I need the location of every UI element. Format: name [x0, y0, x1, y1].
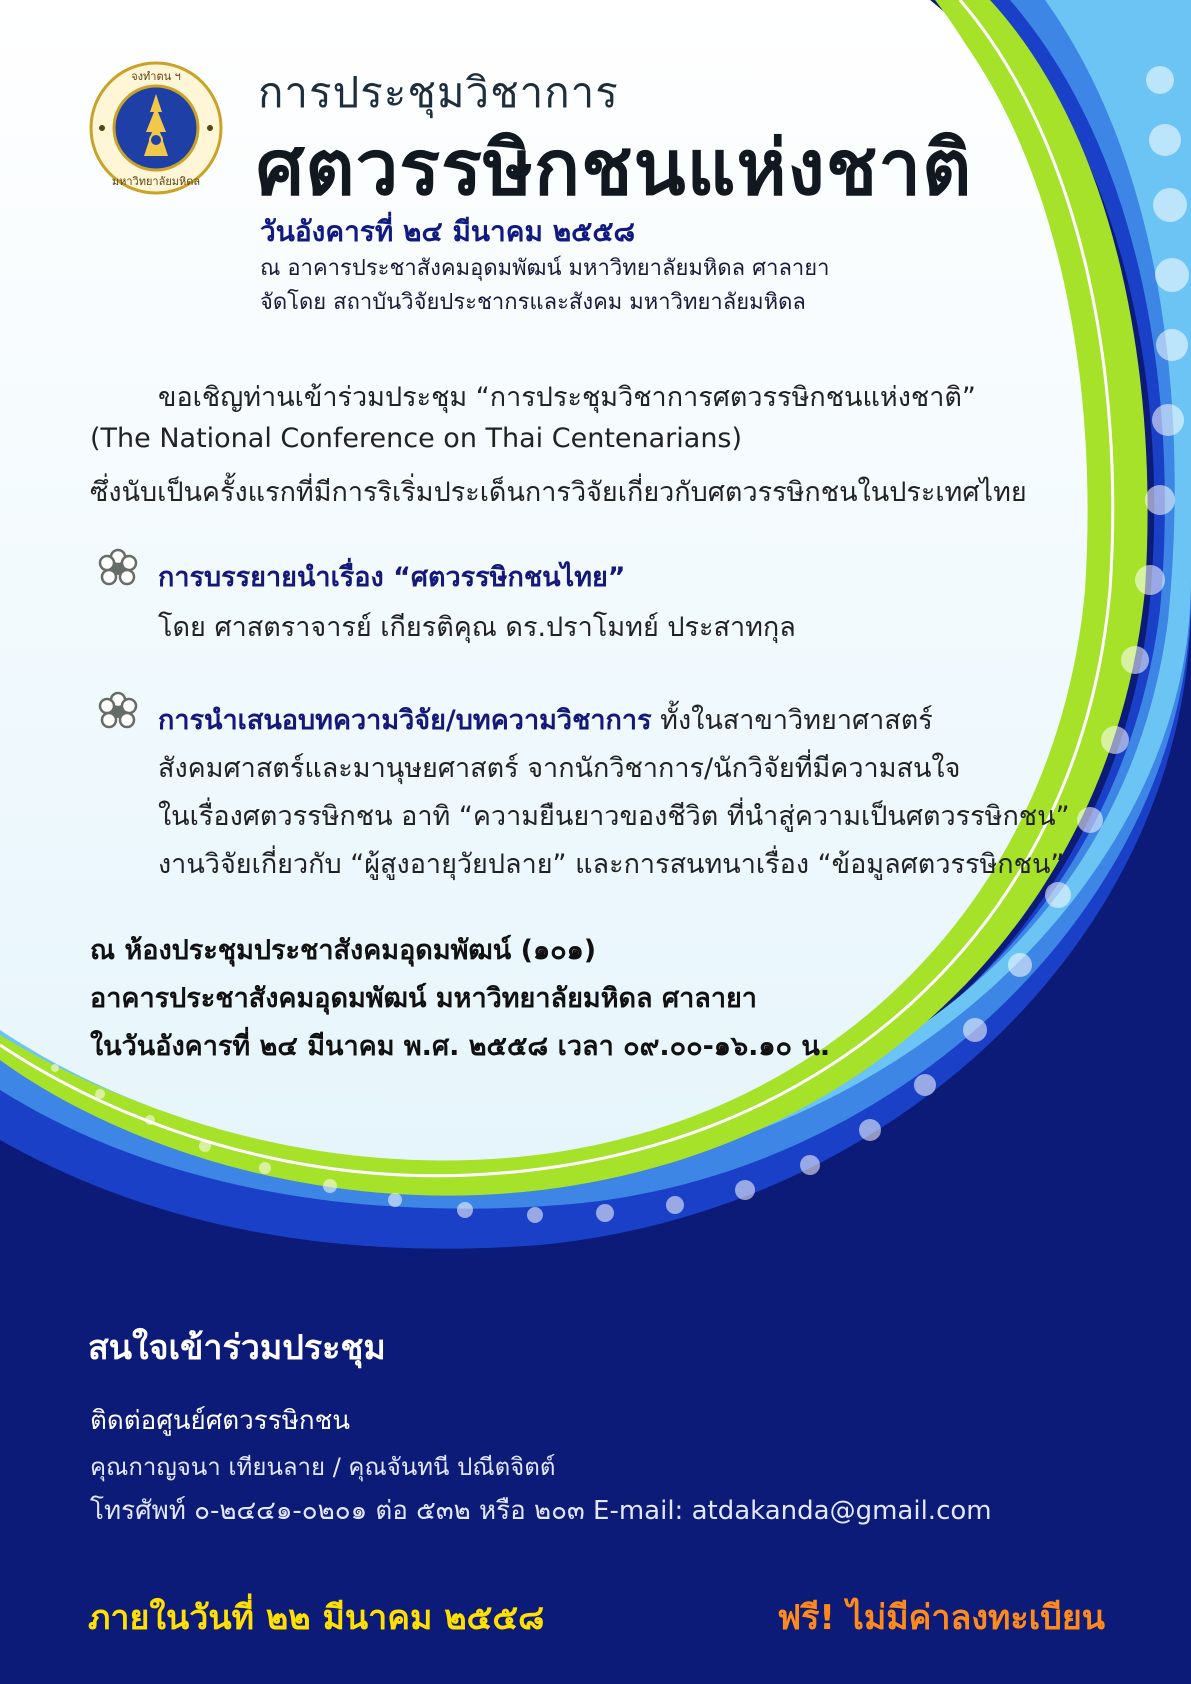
contact-names: คุณกาญจนา เทียนลาย / คุณจันทนี ปณีตจิตต์ [90, 1453, 556, 1481]
intro-line-1: ขอเชิญท่านเข้าร่วมประชุม “การประชุมวิชาการศตวรรษิกชนแห่งชาติ” [158, 382, 976, 413]
conference-venue: ณ อาคารประชาสังคมอุดมพัฒน์ มหาวิทยาลัยมหิดล ศาลายา [260, 256, 830, 281]
flower-icon [97, 548, 139, 590]
topic-1-speaker: โดย ศาสตราจารย์ เกียรติคุณ ดร.ปราโมทย์ ประสาทกุล [158, 612, 796, 643]
topic-2-line-4: งานวิจัยเกี่ยวกับ “ผู้สูงอายุวัยปลาย” และการสนทนาเรื่อง “ข้อมูลศตวรรษิกชน” [158, 849, 1065, 880]
mahidol-university-logo [88, 60, 224, 196]
topic-2-line-1 [158, 698, 933, 741]
intro-line-3: ซึ่งนับเป็นครั้งแรกที่มีการริเริ่มประเด็นการวิจัยเกี่ยวกับศตวรรษิกชนในประเทศไทย [90, 477, 1027, 508]
flower-icon [97, 691, 139, 733]
topic-2-title: การนำเสนอบทความวิจัย/บทความวิชาการ [158, 705, 652, 736]
intro-line-2: (The National Conference on Thai Centenarians) [90, 423, 743, 454]
contact-heading: สนใจเข้าร่วมประชุม [88, 1328, 386, 1368]
conference-subtitle: การประชุมวิชาการ [258, 68, 619, 117]
conference-organizer: จัดโดย สถาบันวิจัยประชากรและสังคม มหาวิทยาลัยมหิดล [260, 290, 806, 315]
registration-deadline: ภายในวันที่ ๒๒ มีนาคม ๒๕๕๘ [88, 1598, 545, 1638]
topic-2-title-rest: ทั้งในสาขาวิทยาศาสตร์ [651, 705, 933, 736]
contact-phone-email: โทรศัพท์ ๐-๒๔๔๑-๐๒๐๑ ต่อ ๕๓๒ หรือ ๒๐๓ E-mail: atdakanda@gmail.com [90, 1496, 992, 1526]
conference-date: วันอังคารที่ ๒๔ มีนาคม ๒๕๕๘ [260, 215, 636, 248]
contact-center: ติดต่อศูนย์ศตวรรษิกชน [90, 1406, 350, 1436]
conference-title: ศตวรรษิกชนแห่งชาติ [256, 123, 973, 212]
location-datetime: ในวันอังคารที่ ๒๔ มีนาคม พ.ศ. ๒๕๕๘ เวลา ๐๙.๐๐-๑๖.๑๐ น. [90, 1031, 831, 1062]
logo-top-text: จงทำตน ฯ [131, 70, 181, 83]
topic-2-line-3: ในเรื่องศตวรรษิกชน อาทิ “ความยืนยาวของชีวิต ที่นำสู่ความเป็นศตวรรษิกชน” [158, 801, 1070, 832]
topic-2-line-2: สังคมศาสตร์และมานุษยศาสตร์ จากนักวิชาการ/นักวิจัยที่มีความสนใจ [158, 753, 961, 784]
logo-bottom-text: มหาวิทยาลัยมหิดล [111, 175, 201, 188]
topic-1-title: การบรรยายนำเรื่อง “ศตวรรษิกชนไทย” [158, 562, 626, 593]
location-building: อาคารประชาสังคมอุดมพัฒน์ มหาวิทยาลัยมหิดล ศาลายา [90, 983, 757, 1014]
location-room: ณ ห้องประชุมประชาสังคมอุดมพัฒน์ (๑๐๑) [90, 935, 597, 966]
free-registration-badge: ฟรี! ไม่มีค่าลงทะเบียน [777, 1598, 1105, 1638]
